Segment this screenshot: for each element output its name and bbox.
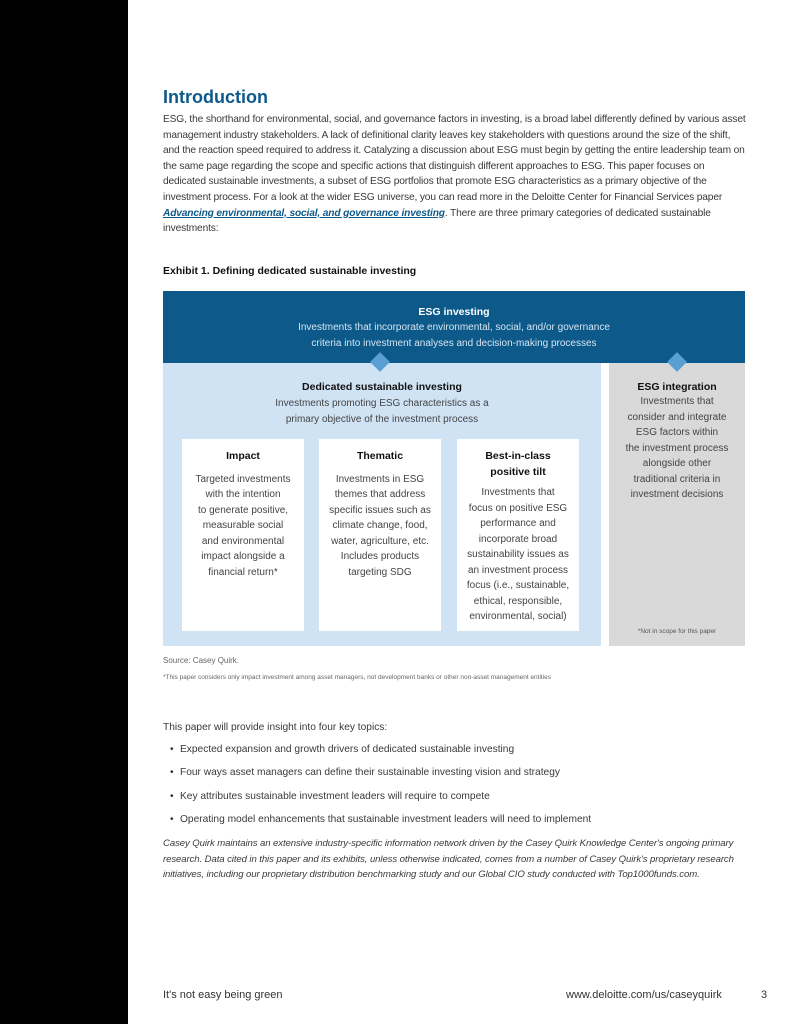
card-line: and environmental — [201, 535, 285, 547]
exhibit-footnote: *This paper considers only impact investment among asset managers, not development banks or other non-asset management entities — [163, 674, 552, 681]
dedicated-desc — [163, 396, 601, 427]
impact-card — [182, 439, 304, 631]
card-line: Investments in ESG — [335, 473, 425, 485]
card-line: to generate positive, — [197, 504, 289, 516]
integration-line: alongside other — [642, 458, 712, 469]
intro-text: ESG, the shorthand for environmental, social, and governance factors in investing, is a broad label differently defined by various asset management industry stakeholders. A lack of definitional clarity leaves key stakeholders with questions around the size of the shift, and the reaction speed required to address it. Catalyzing a discussion about ESG must begin by getting the entire leadership team on the same page regarding the scope and specific actions that distinguish different approaches to ESG. This paper focuses on dedicated sustainable investments, a subset of ESG portfolios that promote ESG characteristics as a primary objective of the investment process. For a look at the wider ESG universe, you can read more in the Deloitte Center for Financial Services paper — [163, 114, 746, 203]
esg-investing-desc — [163, 320, 745, 351]
card-line: ethical, responsible, — [473, 595, 563, 607]
page-title: Introduction — [163, 87, 268, 107]
bullet-icon: • — [170, 790, 174, 802]
card-line: sustainability issues as — [467, 549, 569, 560]
exhibit-title: Exhibit 1. Defining dedicated sustainable investing — [163, 265, 417, 277]
footer-url[interactable]: www.deloitte.com/us/caseyquirk — [566, 989, 722, 1001]
card-line: Targeted investments — [195, 473, 291, 485]
dedicated-heading: Dedicated sustainable investing — [302, 381, 462, 393]
list-item — [170, 742, 591, 765]
card-line: performance and — [480, 518, 556, 529]
card-heading: Thematic — [356, 450, 404, 462]
topics-intro: This paper will provide insight into four key topics: — [163, 722, 388, 733]
card-desc — [457, 485, 579, 625]
list-item-text: Four ways asset managers can define their sustainable investing vision and strategy — [180, 767, 560, 779]
card-line: Investments that — [481, 487, 555, 498]
bullet-icon: • — [170, 813, 174, 825]
integration-line: investment decisions — [630, 489, 724, 500]
list-item — [170, 765, 591, 788]
list-item-text: Expected expansion and growth drivers of dedicated sustainable investing — [180, 744, 515, 755]
card-line: targeting SDG — [348, 566, 412, 578]
card-line: specific issues such as — [329, 504, 431, 516]
list-item-text: Key attributes sustainable investment leaders will require to compete — [180, 790, 490, 802]
card-line: financial return* — [208, 566, 278, 578]
integration-line: traditional criteria in — [633, 473, 721, 485]
card-line: water, agriculture, etc. — [331, 535, 429, 547]
list-item — [170, 812, 591, 835]
esg-investing-heading: ESG investing — [418, 306, 490, 318]
intro-paragraph — [163, 112, 746, 237]
best-in-class-card — [457, 439, 579, 631]
esg-integration-heading: ESG integration — [637, 381, 717, 393]
topics-list — [170, 742, 591, 835]
card-heading-line: Best-in-class — [485, 450, 551, 462]
list-item-text: Operating model enhancements that sustainable investment leaders will need to implement — [180, 813, 592, 825]
card-line: environmental, social) — [469, 611, 567, 622]
card-line: focus (i.e., sustainable, — [466, 580, 570, 591]
intro-text-end: . There are three primary categories of dedicated sustainable investments: — [163, 207, 711, 235]
card-heading — [457, 449, 579, 480]
dedicated-line: Investments promoting ESG characteristics as a — [275, 398, 489, 409]
card-desc — [182, 472, 304, 581]
card-line: with the intention — [205, 489, 281, 500]
card-line: impact alongside a — [201, 551, 285, 562]
card-line: an investment process — [467, 564, 569, 576]
black-sidebar — [0, 0, 128, 1024]
footer-title: It's not easy being green — [163, 989, 283, 1001]
exhibit-source: Source: Casey Quirk. — [163, 656, 240, 665]
thematic-card — [319, 439, 441, 631]
deloitte-paper-link[interactable]: Advancing environmental, social, and governance investing — [163, 207, 445, 219]
esg-investing-line: Investments that incorporate environmental, social, and/or governance — [298, 322, 610, 333]
card-line: themes that address — [334, 489, 426, 500]
card-line: Includes products — [340, 551, 420, 562]
card-desc — [319, 472, 441, 581]
card-line: climate change, food, — [332, 520, 428, 531]
bullet-icon: • — [170, 767, 174, 779]
card-heading-line: positive tilt — [490, 465, 546, 478]
list-item — [170, 789, 591, 812]
dedicated-line: primary objective of the investment process — [285, 413, 479, 425]
card-line: focus on positive ESG — [468, 502, 568, 514]
card-line: incorporate broad — [478, 533, 558, 545]
integration-line: ESG factors within — [635, 427, 719, 438]
esg-integration-box — [609, 363, 745, 646]
not-in-scope-note: *Not in scope for this paper — [637, 628, 717, 635]
card-heading: Impact — [226, 450, 260, 462]
bullet-icon: • — [170, 744, 174, 755]
page-number: 3 — [761, 989, 768, 1001]
integration-line: Investments that — [640, 396, 714, 407]
esg-investing-box — [163, 291, 745, 363]
dedicated-sustainable-header — [163, 381, 601, 427]
esg-integration-desc — [609, 394, 745, 503]
integration-line: the investment process — [625, 442, 729, 454]
integration-line: consider and integrate — [627, 411, 727, 423]
card-line: measurable social — [202, 520, 284, 531]
closing-paragraph: Casey Quirk maintains an extensive industry-specific information network driven by the Casey Quirk Knowledge Center's ongoing primary research. Data cited in this paper and its exhibits, unless otherwise indicated, comes from a number of Casey Quirk's proprietary research initiatives, including our proprietary distribution benchmarking study and our Global CIO study conducted with Top1000funds.com. — [163, 838, 734, 881]
esg-investing-line: criteria into investment analyses and decision-making processes — [311, 337, 597, 349]
